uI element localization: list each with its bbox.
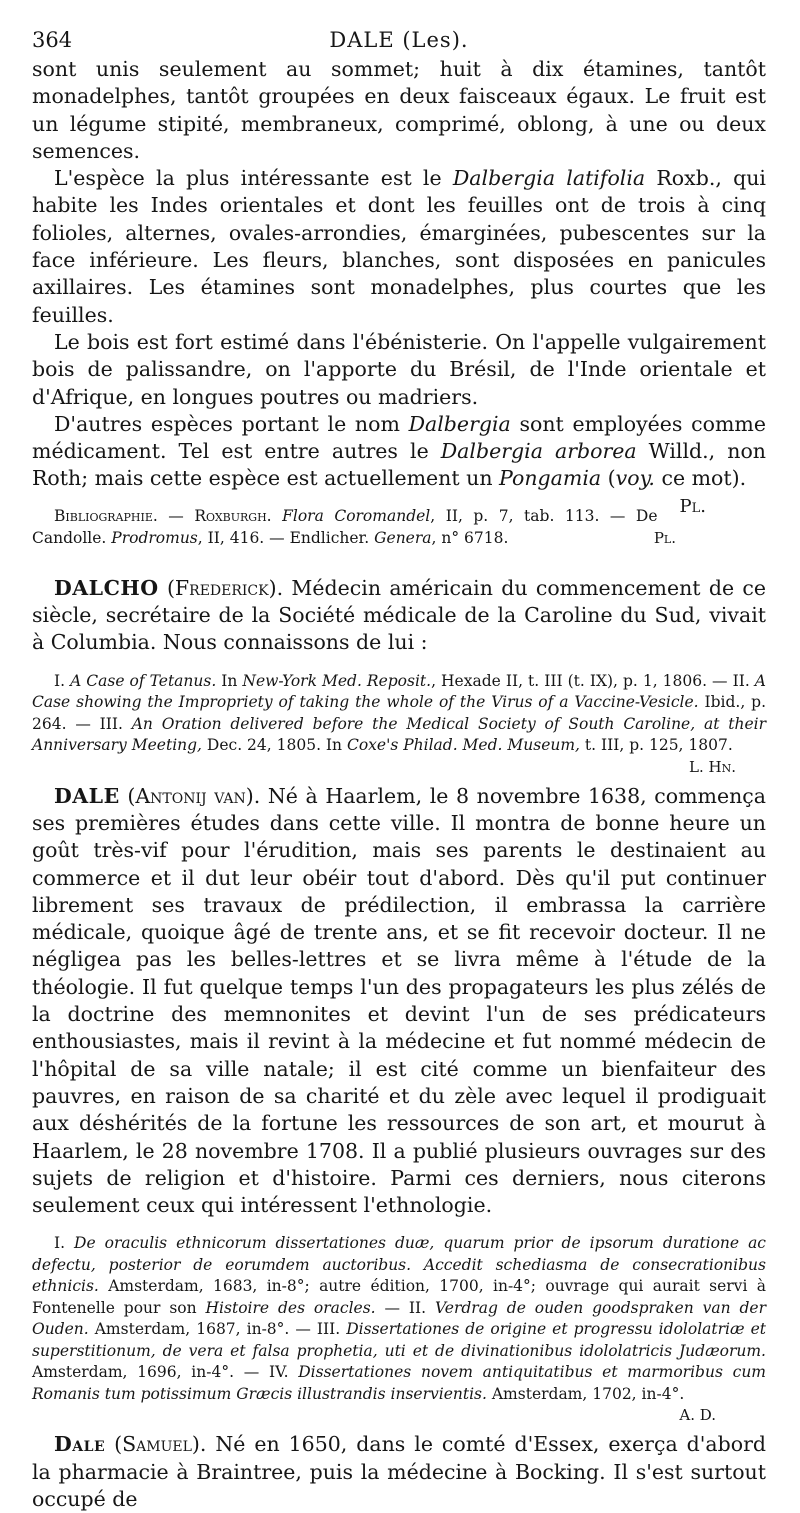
entry-forename: (Antonij van).: [127, 783, 261, 808]
article-dalbergia: [32, 56, 766, 549]
author-signature: L. Hn.: [689, 757, 736, 776]
work-title: Flora Coromandel: [282, 506, 431, 525]
text-run: Médecin américain du commencement de ce siècle, secrétaire de la Société médicale de la Caroline du Sud, vivait à Columbia. Nous connaissons de lui :: [32, 575, 766, 655]
entry-headword: Dale: [54, 1432, 106, 1457]
paragraph: sont unis seulement au sommet; huit à dix étamines, tantôt monadelphes, tantôt groupées en deux faisceaux égaux. Le fruit est un légume stipité, membraneux, comprimé, oblong, à une ou deux semences.: [32, 57, 766, 163]
entry-headword: DALCHO: [54, 575, 159, 600]
entry-dale-antonij: [32, 783, 766, 1425]
text-run: In: [216, 671, 243, 690]
running-title: DALE (Les).: [329, 28, 469, 52]
entry-forename: (Samuel).: [114, 1432, 207, 1457]
work-title: Histoire des oracles.: [205, 1298, 376, 1317]
text-run: , Hexade II, t. III (t. IX), p. 1, 1806. — II.: [431, 671, 755, 690]
genus-name: Pongamia: [499, 466, 602, 491]
work-title: Dissertationes novem antiquitatibus et marmoribus cum Romanis tum potissimum Græcis illustrandis inservientis.: [32, 1363, 766, 1403]
text-run: D'autres espèces portant le nom: [54, 411, 409, 436]
paragraph: [32, 575, 766, 657]
works-list: [32, 671, 767, 776]
text-run: I.: [54, 671, 71, 690]
text-run: Bibliographie. — Roxburgh.: [54, 506, 272, 525]
text-run: Dec. 24, 1805. In: [201, 736, 347, 755]
work-title: De oraculis ethnicorum dissertationes duæ, quarum prior de ipsorum duratione ac defectu, posterior de eorumdem auctoribus. Accedit schediasma de consecrationibus ethnicis.: [32, 1234, 766, 1296]
works-list: [32, 1233, 766, 1425]
text-run: sont employées comme médicament. Tel est entre autres le: [32, 411, 766, 464]
work-title: An Oration delivered before the Medical Society of South Caroline, at their Anniversary Meeting,: [32, 714, 766, 755]
text-run: Amsterdam, 1702, in-4°.: [486, 1384, 685, 1403]
bibliography: [32, 505, 766, 549]
entry-headword: DALE: [54, 783, 120, 808]
page-header: [32, 20, 766, 56]
text-run: t. III, p. 125, 1807.: [579, 736, 733, 755]
work-title: Verdrag de ouden goodspraken van der Ouden.: [32, 1298, 766, 1339]
text-run: Ibid., p. 264. — III.: [32, 693, 767, 733]
text-run: I.: [54, 1234, 75, 1253]
work-title: A Case showing the Impropriety of taking the whole of the Virus of a Vaccine-Vesicle.: [32, 671, 766, 712]
text-run: Roxb., qui habite les Indes orientales et dont les feuilles ont de trois à cinq folioles, alternes, ovales-arrondies, émarginées, pubescentes sur la face inférieure. Les fleurs, blanches, sont disposées en panicules axillaires. Les étamines sont monadelphes, plus courtes que les feuilles.: [32, 166, 766, 327]
text-run: , II, p. 7, tab. 113. — De Candolle.: [32, 506, 658, 547]
page-number: 364: [32, 28, 73, 52]
entry-dale-samuel: [32, 1431, 766, 1513]
journal-title: New-York Med. Reposit.: [242, 671, 432, 690]
text-run: , II, 416. — Endlicher.: [197, 528, 370, 547]
author-signature: Pl.: [653, 528, 676, 547]
text-run: (: [601, 466, 616, 491]
paragraph: [32, 1431, 766, 1513]
text-run: Amsterdam, 1696, in-4°. — IV.: [32, 1363, 299, 1382]
work-title: Prodromus: [111, 528, 198, 547]
author-signature: A. D.: [679, 1406, 716, 1425]
work-title: A Case of Tetanus.: [70, 671, 217, 690]
text-run: Willd., non Roth; mais cette espèce est actuellement un: [32, 439, 766, 491]
paragraph: [32, 783, 766, 1220]
text-run: Né en 1650, dans le comté d'Essex, exerça d'abord la pharmacie à Braintree, puis la médecine à Bocking. Il s'est surtout occupé de: [32, 1432, 766, 1511]
text-run: L'espèce la plus intéressante est le: [54, 166, 453, 191]
genus-name: Dalbergia: [408, 411, 511, 436]
entry-forename: (Frederick).: [166, 575, 284, 600]
paragraph: [32, 165, 766, 329]
text-run: Né à Haarlem, le 8 novembre 1638, commença ses premières études dans cette ville. Il montra de bonne heure un goût très-vif pour l'érudition, mais ses parents le destinaient au commerce et il dut leur obéir tout d'abord. Dès qu'il put continuer librement ses travaux de prédilection, il embrassa la carrière médicale, quoique âgé de trente ans, et se fit recevoir docteur. Il ne négligea pas les belles-lettres et se livra même à l'étude de la théologie. Il fut quelque temps l'un des propagateurs les plus zélés de la doctrine des memnonites et devint l'un de ses prédicateurs enthousiastes, mais il revint à la médecine et fut nommé médecin de l'hôpital de sa ville natale; il est cité comme un bienfaiteur des pauvres, en raison de sa charité et du zèle avec lequel il prodiguait aux déshérités de la fortune les ressources de son art, et mourut à Haarlem, le 28 novembre 1708. Il a publié plusieurs ouvrages sur des sujets de religion et d'histoire. Parmi ces derniers, nous citerons seulement ceux qui intéressent l'ethnologie.: [32, 783, 766, 1218]
species-name: Dalbergia latifolia: [452, 166, 646, 191]
entry-dalcho: [32, 575, 767, 776]
text-run: Amsterdam, 1687, in-8°. — III.: [88, 1320, 347, 1339]
text-run: Amsterdam, 1683, in-8°; autre édition, 1700, in-4°; ouvrage qui aurait servi à Fontenelle pour son: [32, 1277, 766, 1317]
text-run: , n° 6718.: [431, 528, 509, 547]
text-run: — II.: [375, 1298, 436, 1317]
work-title: Dissertationes de origine et progressu idololatriæ et superstitionum, de vera et falsa prophetia, uti et de divinationibus idololatricis Judæorum.: [32, 1320, 766, 1360]
text-run: ce mot).: [654, 466, 747, 491]
paragraph: Le bois est fort estimé dans l'ébénisterie. On l'appelle vulgairement bois de palissandre, on l'apporte du Brésil, de l'Inde orientale et d'Afrique, en longues poutres ou madriers.: [32, 329, 766, 409]
cross-reference: voy.: [615, 466, 655, 491]
author-signature: Pl.: [679, 495, 706, 517]
journal-title: Coxe's Philad. Med. Museum,: [346, 736, 580, 755]
work-title: Genera: [374, 528, 432, 547]
species-name: Dalbergia arborea: [440, 439, 637, 464]
